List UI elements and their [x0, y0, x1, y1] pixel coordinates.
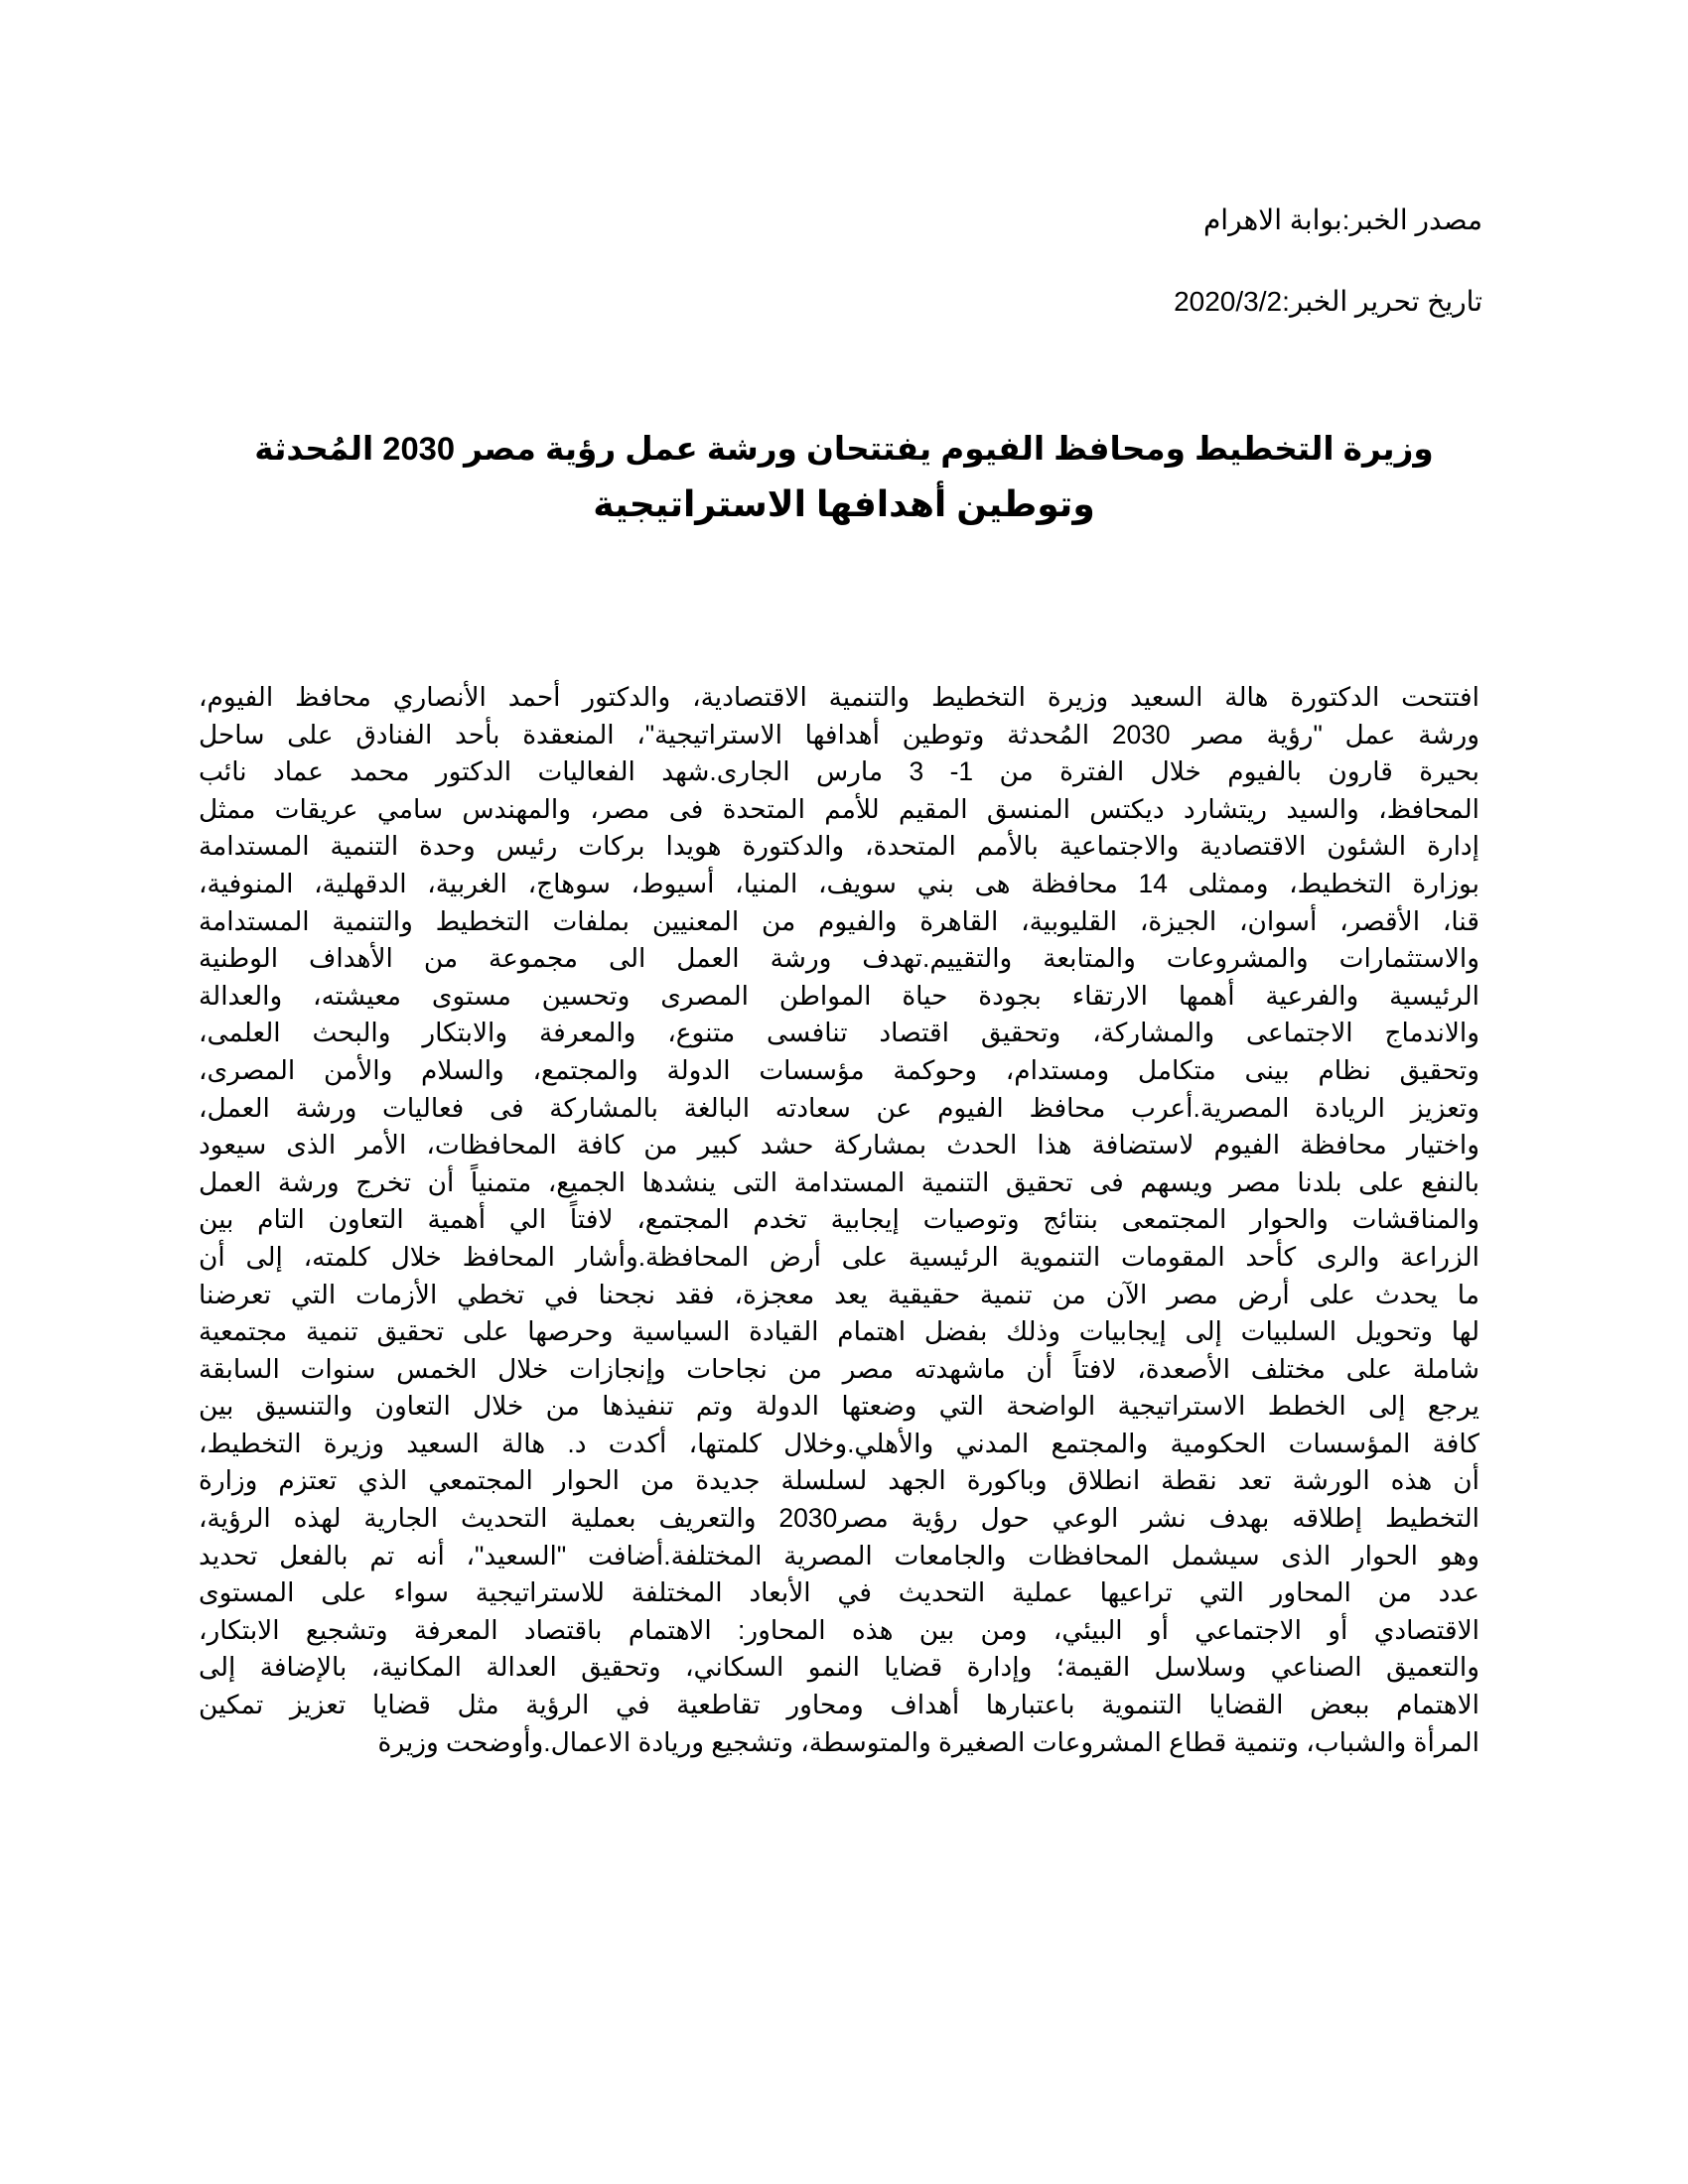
body-line: الرئيسية والفرعية أهمها الارتقاء بجودة حياة المواطن المصرى وتحسين مستوى معيشته، والعدالة: [199, 980, 1479, 1011]
news-source: مصدر الخبر:بوابة الاهرام: [1202, 205, 1482, 235]
body-line: التخطيط إطلاقه بهدف نشر الوعي حول رؤية مصر2030 والتعريف بعملية التحديث الجارية لهذه الرؤية،: [199, 1503, 1479, 1534]
body-line: والاندماج الاجتماعى والمشاركة، وتحقيق اقتصاد تنافسى متنوع، والمعرفة والابتكار والبحث العلمى،: [199, 1018, 1479, 1048]
edit-date: تاريخ تحرير الخبر:2020/3/2: [1174, 286, 1482, 317]
body-line: يرجع إلى الخطط الاستراتيجية الواضحة التي وضعتها الدولة وتم تنفيذها من خلال التعاون والتنسيق بين: [199, 1391, 1479, 1422]
body-line: واختيار محافظة الفيوم لاستضافة هذا الحدث بمشاركة حشد كبير من كافة المحافظات، الأمر الذى سيعود: [199, 1130, 1479, 1160]
article-title-line: وزيرة التخطيط ومحافظ الفيوم يفتتحان ورشة عمل رؤية مصر 2030 المُحدثة: [254, 430, 1434, 467]
body-line: افتتحت الدكتورة هالة السعيد وزيرة التخطيط والتنمية الاقتصادية، والدكتور أحمد الأنصاري محافظ الفيوم،: [199, 682, 1479, 712]
body-line: كافة المؤسسات الحكومية والمجتمع المدني والأهلي.وخلال كلمتها، أكدت د. هالة السعيد وزيرة التخطيط،: [199, 1428, 1479, 1458]
body-line: والتعميق الصناعي وسلاسل القيمة؛ وإدارة قضايا النمو السكاني، وتحقيق العدالة المكانية، بالإضافة إلى: [199, 1652, 1479, 1683]
body-line: قنا، الأقصر، أسوان، الجيزة، القليوبية، القاهرة والفيوم من المعنيين بملفات التخطيط والتنمية المستدامة: [199, 905, 1479, 936]
body-line: بحيرة قارون بالفيوم خلال الفترة من 1- 3 مارس الجارى.شهد الفعاليات الدكتور محمد عماد نائب: [199, 756, 1480, 787]
body-line: بوزارة التخطيط، وممثلى 14 محافظة هى بني سويف، المنيا، أسيوط، سوهاج، الغربية، الدقهلية، المنوفية،: [199, 868, 1480, 898]
body-line: لها وتحويل السلبيات إلى إيجابيات وذلك بفضل اهتمام القيادة السياسية وحرصها على تحقيق تنمية مجتمعية: [199, 1316, 1479, 1347]
body-line: المحافظ، والسيد ريتشارد ديكتس المنسق المقيم للأمم المتحدة فى مصر، والمهندس سامي عريقات ممثل: [199, 793, 1479, 824]
body-line: بالنفع على بلدنا مصر ويسهم فى تحقيق التنمية المستدامة التى ينشدها الجميع، متمنياً أن تخرج ورشة العمل: [199, 1166, 1479, 1197]
body-line: الزراعة والرى كأحد المقومات التنموية الرئيسية على أرض المحافظة.وأشار المحافظ خلال كلمته، إلى أن: [199, 1241, 1479, 1272]
body-line: عدد من المحاور التي تراعيها عملية التحديث في الأبعاد المختلفة للاستراتيجية سواء على المستوى: [199, 1577, 1479, 1608]
body-line: أن هذه الورشة تعد نقطة انطلاق وباكورة الجهد لسلسلة جديدة من الحوار المجتمعي الذي تعتزم وزارة: [199, 1465, 1479, 1496]
body-line: الاقتصادي أو الاجتماعي أو البيئي، ومن بين هذه المحاور: الاهتمام باقتصاد المعرفة وتشجيع الابتكار،: [199, 1614, 1479, 1645]
body-line: ما يحدث على أرض مصر الآن من تنمية حقيقية يعد معجزة، فقد نجحنا في تخطي الأزمات التي تعرضنا: [199, 1279, 1479, 1309]
body-line: الاهتمام ببعض القضايا التنموية باعتبارها أهداف ومحاور تقاطعية في الرؤية مثل قضايا تعزيز تمكين: [199, 1690, 1479, 1720]
body-line: وهو الحوار الذى سيشمل المحافظات والجامعات المصرية المختلفة.أضافت "السعيد"، أنه تم بالفعل تحديد: [199, 1540, 1479, 1570]
body-line: المرأة والشباب، وتنمية قطاع المشروعات الصغيرة والمتوسطة، وتشجيع وريادة الاعمال.وأوضحت وزيرة: [377, 1726, 1479, 1757]
article-body: [199, 679, 1479, 1761]
body-line: وتعزيز الريادة المصرية.أعرب محافظ الفيوم عن سعادته البالغة بالمشاركة فى فعاليات ورشة العمل،: [199, 1092, 1479, 1123]
article-title-line: وتوطين أهدافها الاستراتيجية: [593, 483, 1095, 524]
body-line: وتحقيق نظام بينى متكامل ومستدام، وحوكمة مؤسسات الدولة والمجتمع، والسلام والأمن المصرى،: [199, 1054, 1479, 1085]
body-line: والاستثمارات والمشروعات والمتابعة والتقييم.تهدف ورشة العمل الى مجموعة من الأهداف الوطنية: [199, 943, 1479, 974]
body-line: ورشة عمل "رؤية مصر 2030 المُحدثة وتوطين أهدافها الاستراتيجية"، المنعقدة بأحد الفنادق على ساحل: [199, 719, 1479, 750]
body-line: والمناقشات والحوار المجتمعى بنتائج وتوصيات إيجابية تخدم المجتمع، لافتاً الي أهمية التعاون التام بين: [199, 1204, 1479, 1235]
article-title: [248, 421, 1440, 532]
body-line: شاملة على مختلف الأصعدة، لافتاً أن ماشهدته مصر من نجاحات وإنجازات خلال الخمس سنوات السابقة: [199, 1353, 1479, 1384]
body-line: إدارة الشئون الاقتصادية والاجتماعية بالأمم المتحدة، والدكتورة هويدا بركات رئيس وحدة التنمية المستدامة: [199, 831, 1479, 862]
